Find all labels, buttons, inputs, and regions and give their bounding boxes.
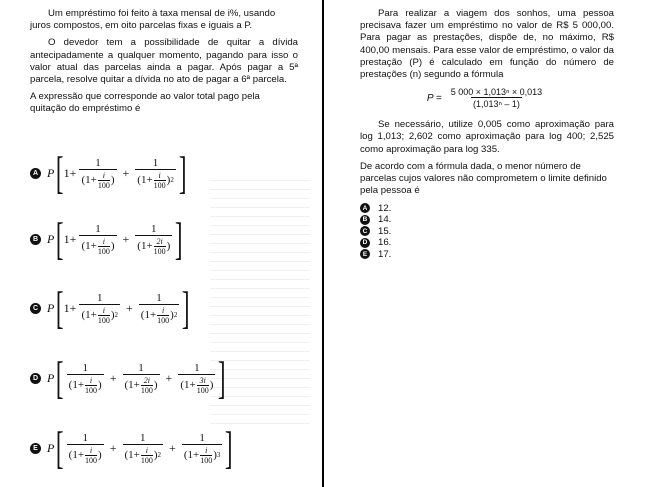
right-paragraph-1: Para realizar a viagem dos sonhos, uma pessoa precisava fazer um empréstimo no valor de R$ 5 000,00. Para pagar as prestações, dispõe de, no máximo, R$ 400,00 mensais. Para esse valor de empréstimo, o valor da prestação (P) é calculado em função do número de prestações (n) segundo a fórmula (360, 8, 614, 81)
answer-choices (360, 202, 614, 260)
formula-lhs: P = (426, 92, 442, 104)
choice-d[interactable]: D 16. (360, 237, 614, 249)
option-d-expression: P [ 1 (1+ $\frac{i}{100}$ ) + 1 (1+ $\frac{2i}{100}$ ) + 1 (1+ $\frac{3i}{100}$ ) ] (47, 352, 226, 403)
payment-formula (360, 87, 614, 109)
left-paragraph-3: A expressão que corresponde ao valor total pago pela quitação do empréstimo é (30, 91, 260, 115)
option-a-expression: P [ 1+ 1 (1+ $\frac{i}{100}$ ) + 1 (1+ $\frac{i}{100}$ ) 2 ] (47, 147, 187, 198)
choice-b[interactable]: B 14. (360, 214, 614, 226)
option-e[interactable] (30, 422, 233, 473)
option-c-expression: P [ 1+ 1 (1+ $\frac{i}{100}$ ) 2 + 1 (1+ $\frac{i}{100}$ ) 2 ] (47, 282, 190, 333)
option-e-badge: E (30, 443, 41, 454)
left-paragraph-1: Um empréstimo foi feito à taxa mensal de i%, usando juros compostos, em oito parcelas fixas e iguais a P. (30, 8, 276, 32)
option-a-badge: A (30, 168, 41, 179)
choice-a[interactable]: A 12. (360, 202, 614, 214)
option-d[interactable] (30, 352, 226, 403)
right-paragraph-2: Se necessário, utilize 0,005 como aproximação para log 1,013; 2,602 como aproximação para log 400; 2,525 como aproximação para log 335. (360, 119, 614, 155)
option-d-badge: D (30, 373, 41, 384)
choice-c[interactable]: C 15. (360, 225, 614, 237)
formula-denominator: (1,013ⁿ – 1) (473, 99, 520, 110)
left-paragraph-2: O devedor tem a possibilidade de quitar a dívida antecipadamente a qualquer momento, pagando para isso o valor atual das parcelas ainda a pagar. Após pagar a 5ª parcela, resolve quitar a dívida no ato de pagar a 6ª parcela. (30, 37, 298, 86)
formula-numerator: 5 000 × 1,013ⁿ × 0,013 (450, 87, 543, 98)
option-a[interactable] (30, 147, 187, 198)
option-c[interactable] (30, 282, 190, 333)
option-b[interactable] (30, 213, 183, 264)
right-question (324, 0, 650, 487)
option-e-expression: P [ 1 (1+ $\frac{i}{100}$ ) + 1 (1+ $\frac{i}{100}$ ) 2 + 1 (1+ $\frac{i}{100}$ ) 3 ] (47, 422, 233, 473)
choice-e[interactable]: E 17. (360, 248, 614, 260)
option-b-badge: B (30, 234, 41, 245)
option-b-expression: P [ 1+ 1 (1+ $\frac{i}{100}$ ) + 1 (1+ $\frac{2i}{100}$ ) ] (47, 213, 183, 264)
right-paragraph-3: De acordo com a fórmula dada, o menor número de parcelas cujos valores não comprometem o limite definido pela pessoa é (360, 160, 607, 197)
option-c-badge: C (30, 303, 41, 314)
